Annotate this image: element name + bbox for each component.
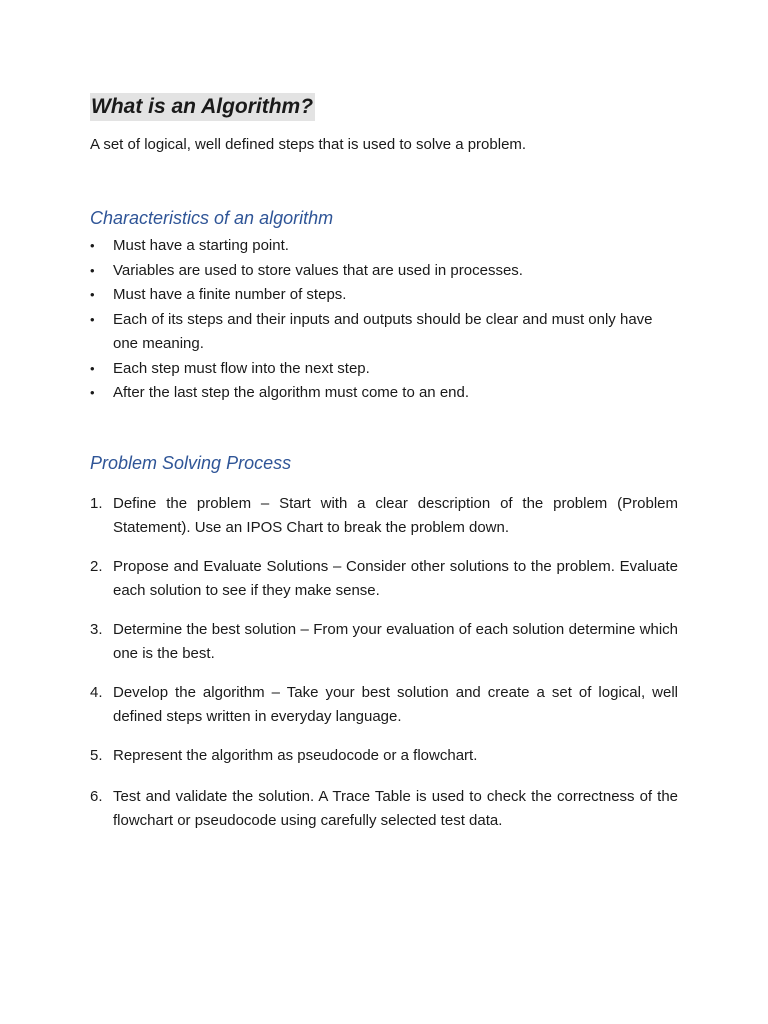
step-text: Represent the algorithm as pseudocode or a flowchart. xyxy=(113,747,478,764)
characteristics-heading: Characteristics of an algorithm xyxy=(90,208,334,228)
process-heading: Problem Solving Process xyxy=(90,453,292,473)
step-text: Develop the algorithm – Take your best solution and create a set of logical, well defined steps written in everyday language. xyxy=(113,684,678,725)
list-item xyxy=(90,259,678,284)
list-item-text: Must have a starting point. xyxy=(113,237,289,254)
step-number: 6. xyxy=(90,788,103,805)
list-item-text: Each step must flow into the next step. xyxy=(113,359,370,377)
bullet-icon: • xyxy=(90,287,95,302)
bullet-icon: • xyxy=(90,262,95,278)
list-item xyxy=(90,234,678,259)
list-item xyxy=(90,283,678,308)
list-item xyxy=(90,357,678,382)
characteristics-list xyxy=(90,234,678,406)
list-item-text: After the last step the algorithm must come to an end. xyxy=(113,384,470,401)
step-text: Propose and Evaluate Solutions – Consider other solutions to the problem. Evaluate each solution to see if they make sense. xyxy=(113,558,678,599)
bullet-icon: • xyxy=(90,311,95,327)
step-number: 5. xyxy=(90,747,103,764)
bullet-icon: • xyxy=(90,360,95,376)
process-step xyxy=(90,744,678,768)
list-item-text: Must have a finite number of steps. xyxy=(113,286,347,303)
list-item-text: Variables are used to store values that are used in processes. xyxy=(113,261,523,279)
bullet-icon: • xyxy=(90,385,95,400)
list-item xyxy=(90,381,678,406)
intro-paragraph: A set of logical, well defined steps that is used to solve a problem. xyxy=(90,136,527,153)
process-step xyxy=(90,785,678,833)
process-steps-list xyxy=(90,492,678,848)
list-item-text: Each of its steps and their inputs and outputs should be clear and must only have one meaning. xyxy=(113,310,653,352)
step-text: Define the problem – Start with a clear description of the problem (Problem Statement). Use an IPOS Chart to break the problem down. xyxy=(113,495,678,536)
process-step xyxy=(90,618,678,666)
process-step xyxy=(90,555,678,603)
list-item xyxy=(90,308,678,357)
step-number: 4. xyxy=(90,684,103,701)
page-title: What is an Algorithm? xyxy=(90,93,315,121)
step-number: 3. xyxy=(90,621,103,638)
step-text: Test and validate the solution. A Trace Table is used to check the correctness of the flowchart or pseudocode using carefully selected test data. xyxy=(113,788,678,829)
process-step xyxy=(90,492,678,540)
step-text: Determine the best solution – From your evaluation of each solution determine which one is the best. xyxy=(113,621,678,662)
step-number: 1. xyxy=(90,495,103,512)
process-step xyxy=(90,681,678,729)
step-number: 2. xyxy=(90,558,103,575)
bullet-icon: • xyxy=(90,238,95,253)
